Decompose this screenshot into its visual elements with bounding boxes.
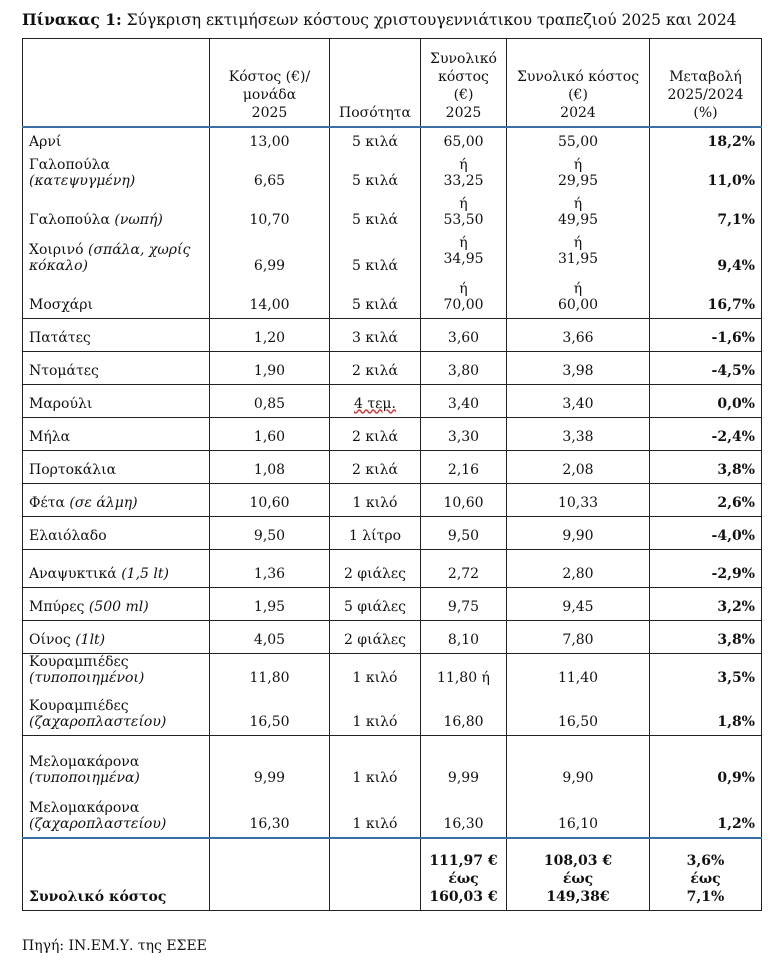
item-cost: 1,36 (210, 549, 330, 587)
item-name: Γαλοπούλα (νωπή) (23, 194, 210, 233)
item-change: 18,2% (650, 127, 762, 155)
item-quantity: 1 κιλό (330, 791, 421, 838)
item-total-2025: 65,00 (421, 127, 507, 155)
item-total-2025: 9,99 (421, 735, 507, 791)
item-name: Μελομακάρονα (ζαχαροπλαστείου) (23, 791, 210, 838)
total-row (23, 838, 762, 910)
item-total-2024: 3,98 (507, 351, 650, 384)
item-total-2025: 10,60 (421, 483, 507, 516)
item-total-2025: 3,80 (421, 351, 507, 384)
item-cost: 9,99 (210, 735, 330, 791)
item-name: Μπύρες (500 ml) (23, 587, 210, 620)
table-row (23, 279, 762, 319)
item-total-2024: 9,90 (507, 516, 650, 549)
item-total-2024: 3,66 (507, 318, 650, 351)
item-total-2024: 2,08 (507, 450, 650, 483)
item-name: Μαρούλι (23, 384, 210, 417)
item-quantity: 1 κιλό (330, 653, 421, 691)
item-cost: 13,00 (210, 127, 330, 155)
item-quantity: 1 κιλό (330, 735, 421, 791)
table-row (23, 549, 762, 587)
header-total-2025: Συνολικό κόστος (€) 2025 (421, 39, 507, 127)
table-title-text: Σύγκριση εκτιμήσεων κόστους χριστουγεννιάτικου τραπεζιού 2025 και 2024 (126, 11, 737, 29)
header-total-2024: Συνολικό κόστος (€) 2024 (507, 39, 650, 127)
item-total-2025: 16,80 (421, 691, 507, 735)
item-cost: 4,05 (210, 620, 330, 653)
item-total-2024: 3,38 (507, 417, 650, 450)
item-total-2024: 7,80 (507, 620, 650, 653)
item-change: -2,9% (650, 549, 762, 587)
item-quantity: 2 κιλά (330, 417, 421, 450)
item-change: -4,5% (650, 351, 762, 384)
header-change: Μεταβολή 2025/2024 (%) (650, 39, 762, 127)
item-quantity: 2 κιλά (330, 351, 421, 384)
item-name: Μήλα (23, 417, 210, 450)
item-quantity: 2 φιάλες (330, 620, 421, 653)
item-total-2025: 2,72 (421, 549, 507, 587)
item-total-2024: 2,80 (507, 549, 650, 587)
item-quantity: 3 κιλά (330, 318, 421, 351)
item-cost: 1,95 (210, 587, 330, 620)
table-row (23, 791, 762, 838)
item-change: -4,0% (650, 516, 762, 549)
table-row (23, 155, 762, 194)
item-change: 3,5% (650, 653, 762, 691)
item-total-2024: ή 49,95 (507, 194, 650, 233)
item-name: Χοιρινό (σπάλα, χωρίς κόκαλο) (23, 233, 210, 279)
item-cost: 1,08 (210, 450, 330, 483)
item-cost: 14,00 (210, 279, 330, 319)
item-total-2025: 2,16 (421, 450, 507, 483)
item-change: -2,4% (650, 417, 762, 450)
item-total-2024: ή 60,00 (507, 279, 650, 319)
item-change: -1,6% (650, 318, 762, 351)
table-row (23, 691, 762, 735)
table-row (23, 194, 762, 233)
item-total-2024: 55,00 (507, 127, 650, 155)
item-cost: 1,20 (210, 318, 330, 351)
item-total-2024: 16,10 (507, 791, 650, 838)
item-cost: 9,50 (210, 516, 330, 549)
item-quantity: 1 κιλό (330, 691, 421, 735)
item-quantity: 5 κιλά (330, 155, 421, 194)
item-name: Γαλοπούλα (κατεψυγμένη) (23, 155, 210, 194)
total-label: Συνολικό κόστος (23, 838, 210, 910)
item-total-2024: 9,90 (507, 735, 650, 791)
item-name: Οίνος (1lt) (23, 620, 210, 653)
table-body (23, 127, 762, 839)
item-change: 0,0% (650, 384, 762, 417)
item-total-2025: 3,60 (421, 318, 507, 351)
table-row (23, 417, 762, 450)
total-change: 3,6% έως 7,1% (650, 838, 762, 910)
item-total-2025: ή 53,50 (421, 194, 507, 233)
header-item (23, 39, 210, 127)
item-name: Αναψυκτικά (1,5 lt) (23, 549, 210, 587)
item-total-2024: ή 29,95 (507, 155, 650, 194)
item-quantity: 1 λίτρο (330, 516, 421, 549)
table-row (23, 587, 762, 620)
item-change: 0,9% (650, 735, 762, 791)
item-total-2024: 10,33 (507, 483, 650, 516)
item-change: 9,4% (650, 233, 762, 279)
table-row (23, 516, 762, 549)
table-title (22, 10, 737, 29)
item-total-2024: ή 31,95 (507, 233, 650, 279)
item-quantity: 5 κιλά (330, 127, 421, 155)
item-total-2025: ή 70,00 (421, 279, 507, 319)
item-total-2025: 9,75 (421, 587, 507, 620)
item-quantity: 5 κιλά (330, 194, 421, 233)
item-name: Πατάτες (23, 318, 210, 351)
item-total-2025: ή 34,95 (421, 233, 507, 279)
item-cost: 1,90 (210, 351, 330, 384)
item-total-2025: ή 33,25 (421, 155, 507, 194)
item-total-2025: 3,40 (421, 384, 507, 417)
item-name: Ντομάτες (23, 351, 210, 384)
item-cost: 10,70 (210, 194, 330, 233)
item-quantity: 5 κιλά (330, 279, 421, 319)
item-change: 3,2% (650, 587, 762, 620)
table-row (23, 653, 762, 691)
item-name: Μελομακάρονα (τυποποιημένα) (23, 735, 210, 791)
table-row (23, 620, 762, 653)
item-change: 2,6% (650, 483, 762, 516)
header-quantity: Ποσότητα (330, 39, 421, 127)
item-name: Πορτοκάλια (23, 450, 210, 483)
item-total-2025: 11,80 ή (421, 653, 507, 691)
item-total-2024: 9,45 (507, 587, 650, 620)
item-total-2025: 16,30 (421, 791, 507, 838)
item-cost: 6,65 (210, 155, 330, 194)
header-row (23, 39, 762, 127)
item-quantity: 4 τεμ. (330, 384, 421, 417)
item-total-2025: 3,30 (421, 417, 507, 450)
item-name: Φέτα (σε άλμη) (23, 483, 210, 516)
item-change: 1,8% (650, 691, 762, 735)
table-row (23, 318, 762, 351)
total-2025: 111,97 € έως 160,03 € (421, 838, 507, 910)
item-change: 1,2% (650, 791, 762, 838)
item-quantity: 2 κιλά (330, 450, 421, 483)
item-total-2024: 11,40 (507, 653, 650, 691)
item-quantity: 5 κιλά (330, 233, 421, 279)
item-name: Κουραμπιέδες (τυποποιημένοι) (23, 653, 210, 691)
item-total-2024: 16,50 (507, 691, 650, 735)
table-row (23, 450, 762, 483)
table-row (23, 351, 762, 384)
item-name: Κουραμπιέδες (ζαχαροπλαστείου) (23, 691, 210, 735)
item-quantity: 5 φιάλες (330, 587, 421, 620)
item-name: Αρνί (23, 127, 210, 155)
item-total-2025: 8,10 (421, 620, 507, 653)
item-total-2024: 3,40 (507, 384, 650, 417)
table-title-label: Πίνακας 1: (22, 10, 122, 29)
item-cost: 1,60 (210, 417, 330, 450)
item-cost: 0,85 (210, 384, 330, 417)
item-name: Ελαιόλαδο (23, 516, 210, 549)
total-2024: 108,03 € έως 149,38€ (507, 838, 650, 910)
item-cost: 11,80 (210, 653, 330, 691)
item-change: 3,8% (650, 620, 762, 653)
item-cost: 10,60 (210, 483, 330, 516)
item-change: 11,0% (650, 155, 762, 194)
item-change: 3,8% (650, 450, 762, 483)
table-row (23, 127, 762, 155)
header-cost: Κόστος (€)/ μονάδα 2025 (210, 39, 330, 127)
item-quantity: 1 κιλό (330, 483, 421, 516)
item-change: 7,1% (650, 194, 762, 233)
table-row (23, 735, 762, 791)
cost-comparison-table (22, 38, 762, 911)
table-row (23, 384, 762, 417)
item-cost: 16,30 (210, 791, 330, 838)
source-note: Πηγή: ΙΝ.ΕΜ.Υ. της ΕΣΕΕ (22, 938, 207, 954)
item-name: Μοσχάρι (23, 279, 210, 319)
item-cost: 16,50 (210, 691, 330, 735)
item-cost: 6,99 (210, 233, 330, 279)
table-row (23, 483, 762, 516)
item-total-2025: 9,50 (421, 516, 507, 549)
item-quantity: 2 φιάλες (330, 549, 421, 587)
item-change: 16,7% (650, 279, 762, 319)
table-row (23, 233, 762, 279)
